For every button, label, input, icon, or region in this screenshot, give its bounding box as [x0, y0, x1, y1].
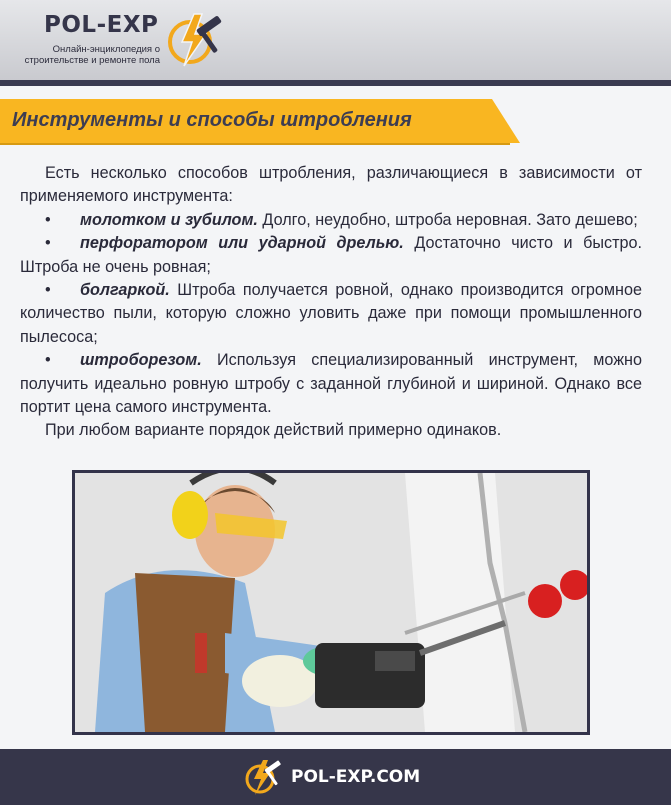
brand-tagline [22, 44, 160, 66]
list-item-text: Достаточно чисто и быстро. Штроба не очень ровная; [20, 234, 642, 276]
site-header [0, 0, 671, 80]
bullet-marker: • [45, 281, 51, 300]
list-item-lead: перфоратором или ударной дрелью. [80, 234, 404, 253]
ear-defender-icon [172, 491, 208, 539]
article-body [20, 162, 642, 443]
lightning-hammer-logo-icon[interactable] [166, 8, 228, 70]
brand-name[interactable]: POL-EXP [44, 12, 159, 38]
outro-paragraph: При любом варианте порядок действий примерно одинаков. [45, 421, 502, 440]
list-item [20, 232, 642, 279]
intro-paragraph: Есть несколько способов штробления, различающиеся в зависимости от применяемого инструмента: [20, 164, 642, 206]
tagline-line-2: строительстве и ремонте пола [24, 55, 160, 66]
list-item [20, 209, 642, 232]
list-item-lead: штроборезом. [80, 351, 202, 370]
list-item-text: Штроба получается ровной, однако производится огромное количество пыли, которую сложно уловить даже при помощи промышленного пылесоса; [20, 281, 642, 346]
article-photo [72, 470, 590, 735]
footer-site-url[interactable]: POL-EXP.COM [291, 767, 421, 787]
list-item [20, 349, 642, 419]
apron-pocket-tool [195, 633, 207, 673]
bullet-marker: • [45, 234, 51, 253]
list-item-text: Долго, неудобно, штроба неровная. Зато дешево; [257, 210, 638, 229]
list-item-lead: болгаркой. [80, 281, 170, 300]
list-item [20, 279, 642, 349]
bullet-marker: • [45, 210, 51, 229]
lightning-hammer-logo-icon[interactable] [244, 757, 284, 797]
list-item-lead: молотком и зубилом. [80, 210, 258, 229]
bullet-marker: • [45, 351, 51, 370]
worker-wall-chasing-illustration [75, 473, 587, 732]
junction-box-icon [528, 584, 562, 618]
work-apron [135, 573, 235, 732]
article-title: Инструменты и способы штробления [12, 109, 412, 131]
tagline-line-1: Онлайн-энциклопедия о [52, 44, 160, 55]
tool-housing [375, 651, 415, 671]
list-item-text: Используя специализированный инструмент, можно получить идеально ровную штробу с заданной глубиной и шириной. Однако все портит цена самого инструмента. [20, 351, 642, 417]
